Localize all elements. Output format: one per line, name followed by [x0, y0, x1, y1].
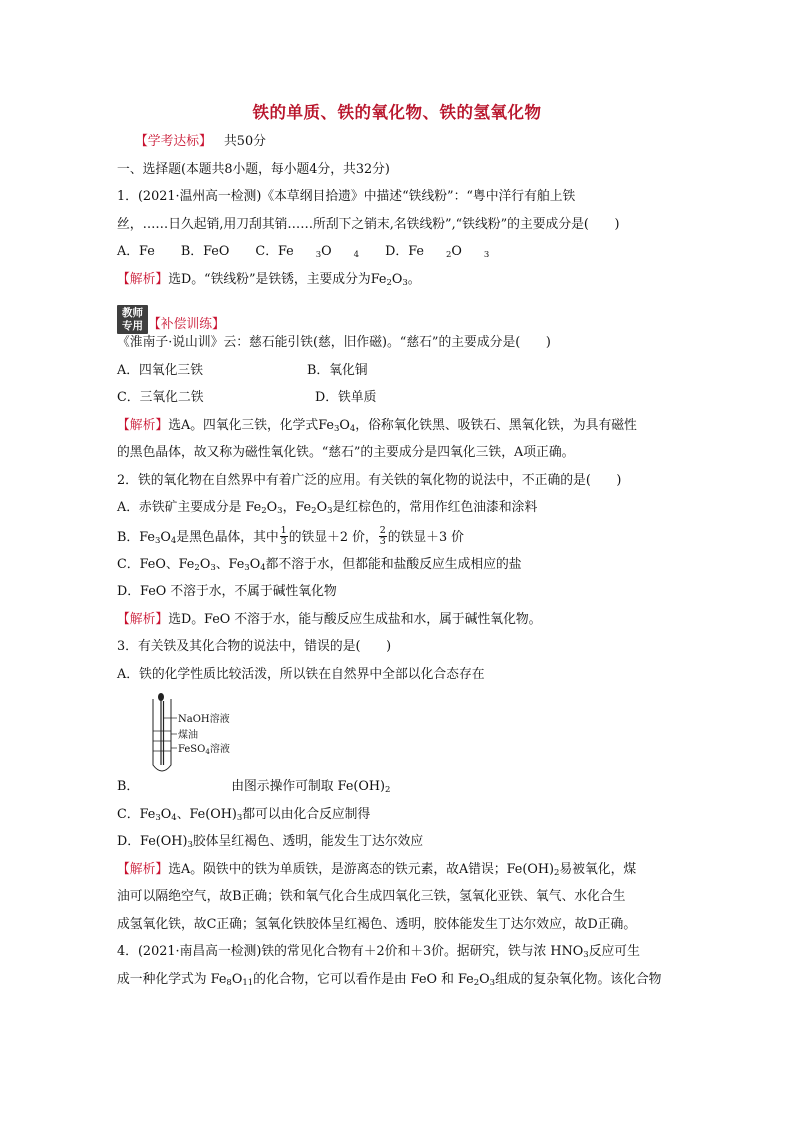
header-score: 共50分	[224, 134, 266, 149]
q1-option-a: A．Fe	[117, 244, 155, 259]
fraction-two-thirds: $\frac{2}{3}$	[379, 524, 386, 547]
q3-option-d: D．$Fe(OH)_3$胶体呈红褐色、透明，能发生丁达尔效应	[117, 834, 424, 850]
page-title: 铁的单质、铁的氧化物、铁的氢氧化物	[252, 103, 542, 122]
q3-stem: 3．有关铁及其化合物的说法中，错误的是( )	[117, 639, 392, 654]
supplementary-header	[117, 298, 682, 334]
fraction-one-third: $\frac{1}{3}$	[280, 524, 287, 547]
label-naoh: NaOH溶液	[178, 714, 230, 725]
analysis-tag: 【解析】	[117, 271, 169, 287]
label-kerosene: 煤油	[178, 730, 198, 741]
label-feso4: FeSO$_4$溶液	[178, 744, 230, 756]
q2-option-a: A．赤铁矿主要成分是 $Fe_2O_3$，$Fe_2O_3$是红棕色的，常用作红色油漆和涂料	[117, 500, 538, 516]
q4-stem-line2: 成一种化学式为 $Fe_8O_{11}$的化合物，它可以看作是由 FeO 和 $Fe_2O_3$组成的复杂氧化物。该化合物	[117, 971, 662, 988]
supp-option-b: B．氧化铜	[307, 362, 368, 378]
q2-stem: 2．铁的氧化物在自然界中有着广泛的应用。有关铁的氧化物的说法中，不正确的是( )	[117, 472, 622, 488]
test-tube-figure	[117, 693, 682, 778]
q1-stem-line1: 1．(2021·温州高一检测)《本草纲目拾遗》中描述“铁线粉”：“粤中洋行有舶上铁	[117, 189, 576, 204]
q1-stem-line2: 丝，……日久起销,用刀刮其销……所刮下之销末,名铁线粉”,“铁线粉”的主要成分是( )	[117, 216, 620, 232]
test-tube-diagram	[125, 693, 255, 778]
q3-option-b: B． 由图示操作可制取 $Fe(OH)_2$	[117, 779, 391, 795]
q2-option-c: C．FeO、$Fe_2O_3$、$Fe_3O_4$都不溶于水，但都能和盐酸反应生成相应的盐	[117, 556, 522, 573]
q3-answer-line1: 【解析】选A。陨铁中的铁为单质铁，是游离态的铁元素，故A错误；$Fe(OH)_2$易被氧化，煤	[117, 861, 637, 878]
supp-option-d: D．铁单质	[315, 390, 377, 405]
header-tag: 【学考达标】	[135, 134, 212, 149]
supp-options-ab	[117, 362, 682, 390]
q3-answer-line2: 油可以隔绝空气，故B正确；铁和氧气化合生成四氧化三铁，氢氧化亚铁、氧气、水化合生	[117, 889, 626, 904]
q1-answer: 【解析】选D。“铁线粉”是铁锈，主要成分为$Fe_2O_3$。	[117, 271, 421, 288]
q1-options	[117, 243, 682, 271]
q4-stem-line1: 4．(2021·南昌高一检测)铁的常见化合物有＋2价和＋3价。据研究，铁与浓 $HNO_3$反应可生	[117, 944, 640, 960]
supplementary-tag: 【补偿训练】	[148, 317, 225, 332]
supp-answer-line1: 【解析】选A。四氧化三铁，化学式$Fe_3O_4$，俗称氧化铁黑、吸铁石、黑氧化铁，为具有磁性	[117, 417, 637, 434]
q3-option-a: A．铁的化学性质比较活泼，所以铁在自然界中全部以化合态存在	[117, 666, 485, 682]
q2-option-b: B．$Fe_3O_4$是黑色晶体，其中 $\frac{1}{3}$ 的铁显＋2 价， $\frac{2}{3}$ 的铁显＋3 价	[117, 524, 464, 547]
q1-option-d: D．Fe $_2$O $_3$	[385, 244, 490, 260]
q3-answer-line3: 成氢氧化铁，故C正确；氢氧化铁胶体呈红褐色、透明，胶体能发生丁达尔效应，故D正确。	[117, 916, 637, 932]
q2-option-d: D．FeO 不溶于水，不属于碱性氧化物	[117, 584, 337, 599]
supp-question: 《淮南子·说山训》云：慈石能引铁(慈，旧作磁)。“慈石”的主要成分是( )	[117, 335, 551, 350]
supp-option-c: C．三氧化二铁	[117, 390, 204, 405]
teacher-only-badge: 教师 专用	[117, 305, 148, 334]
section-header	[117, 133, 682, 161]
supp-options-cd	[117, 389, 682, 417]
q2-answer: 【解析】选D。FeO 不溶于水，能与酸反应生成盐和水，属于碱性氧化物。	[117, 611, 542, 627]
q1-option-b: B．FeO	[180, 244, 230, 259]
section-title: 一、选择题(本题共8小题，每小题4分，共32分)	[117, 161, 390, 177]
q1-option-c: C．Fe $_3$O $_4$	[255, 244, 360, 260]
supp-option-a: A．四氧化三铁	[117, 362, 204, 378]
q3-option-c: C．$Fe_3O_4$、$Fe(OH)_3$都可以由化合反应制得	[117, 806, 371, 823]
supp-answer-line2: 的黑色晶体，故又称为磁性氧化铁。“慈石”的主要成分是四氧化三铁，A项正确。	[117, 445, 575, 460]
worksheet-content	[117, 133, 682, 998]
